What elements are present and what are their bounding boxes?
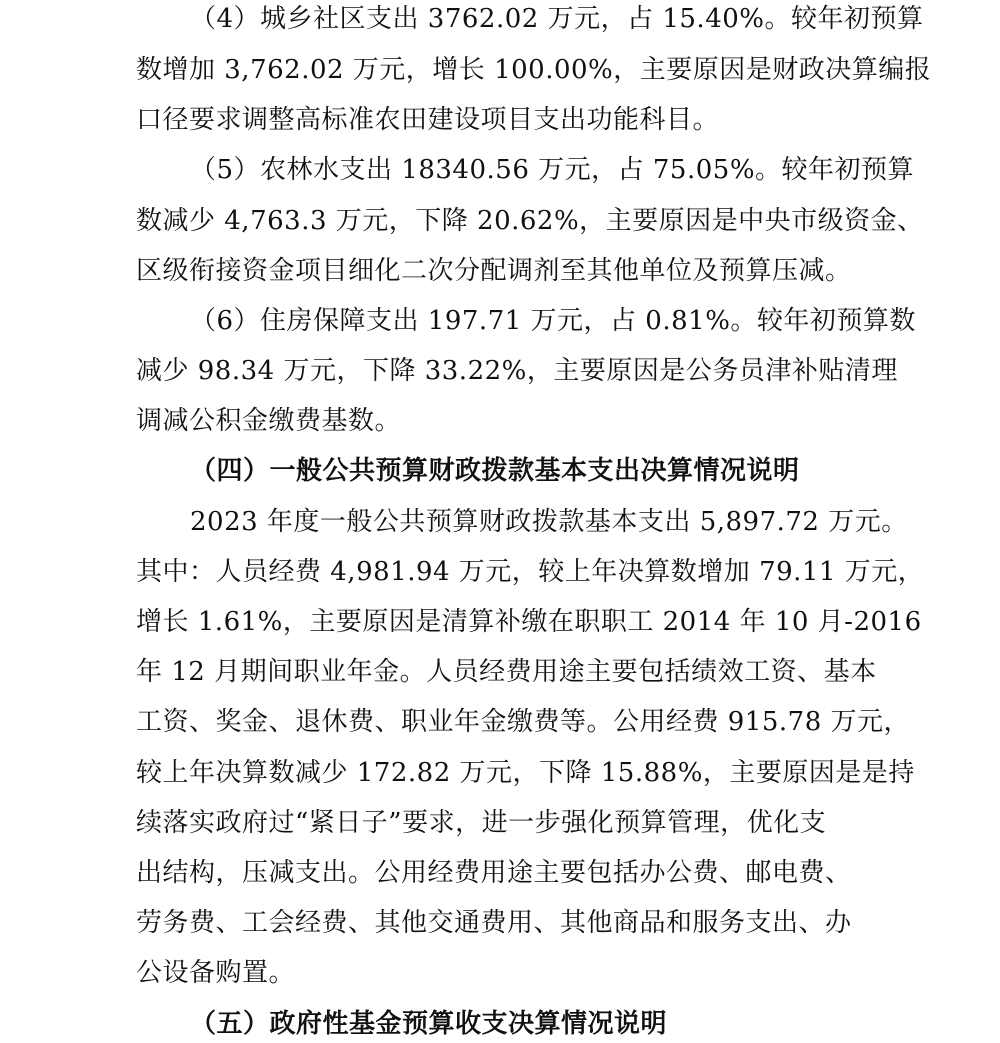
section-heading: （五）政府性基金预算收支决算情况说明 [190, 1009, 668, 1039]
paragraph-line: 续落实政府过“紧日子”要求，进一步强化预算管理，优化支 [136, 808, 827, 838]
paragraph-line: 工资、奖金、退休费、职业年金缴费等。公用经费 915.78 万元， [136, 707, 911, 737]
paragraph-line: 出结构，压减支出。公用经费用途主要包括办公费、邮电费、 [136, 858, 852, 888]
paragraph-line: 口径要求调整高标准农田建设项目支出功能科目。 [136, 105, 720, 135]
paragraph-line: 调减公积金缴费基数。 [136, 406, 402, 436]
paragraph-line: 数增加 3,762.02 万元，增长 100.00%，主要原因是财政决算编报 [136, 55, 932, 85]
paragraph-line: 较上年决算数减少 172.82 万元，下降 15.88%，主要原因是是持 [136, 758, 915, 788]
paragraph-line: （5）农林水支出 18340.56 万元，占 75.05%。较年初预算 [190, 155, 915, 185]
paragraph-line: （4）城乡社区支出 3762.02 万元，占 15.40%。较年初预算 [190, 4, 924, 34]
paragraph-line: 减少 98.34 万元，下降 33.22%，主要原因是公务员津补贴清理 [136, 356, 898, 386]
paragraph-line: 数减少 4,763.3 万元，下降 20.62%，主要原因是中央市级资金、 [136, 206, 924, 236]
paragraph-line: 其中：人员经费 4,981.94 万元，较上年决算数增加 79.11 万元， [136, 557, 925, 587]
paragraph-line: 区级衔接资金项目细化二次分配调剂至其他单位及预算压减。 [136, 256, 852, 286]
paragraph-line: （6）住房保障支出 197.71 万元，占 0.81%。较年初预算数 [190, 306, 916, 336]
paragraph-line: 增长 1.61%，主要原因是清算补缴在职职工 2014 年 10 月-2016 [136, 607, 922, 637]
paragraph-line: 2023 年度一般公共预算财政拨款基本支出 5,897.72 万元。 [190, 507, 908, 537]
paragraph-line: 劳务费、工会经费、其他交通费用、其他商品和服务支出、办 [136, 908, 852, 938]
paragraph-line: 公设备购置。 [136, 958, 296, 988]
paragraph-line: 年 12 月期间职业年金。人员经费用途主要包括绩效工资、基本 [136, 657, 877, 687]
section-heading: （四）一般公共预算财政拨款基本支出决算情况说明 [190, 456, 800, 486]
